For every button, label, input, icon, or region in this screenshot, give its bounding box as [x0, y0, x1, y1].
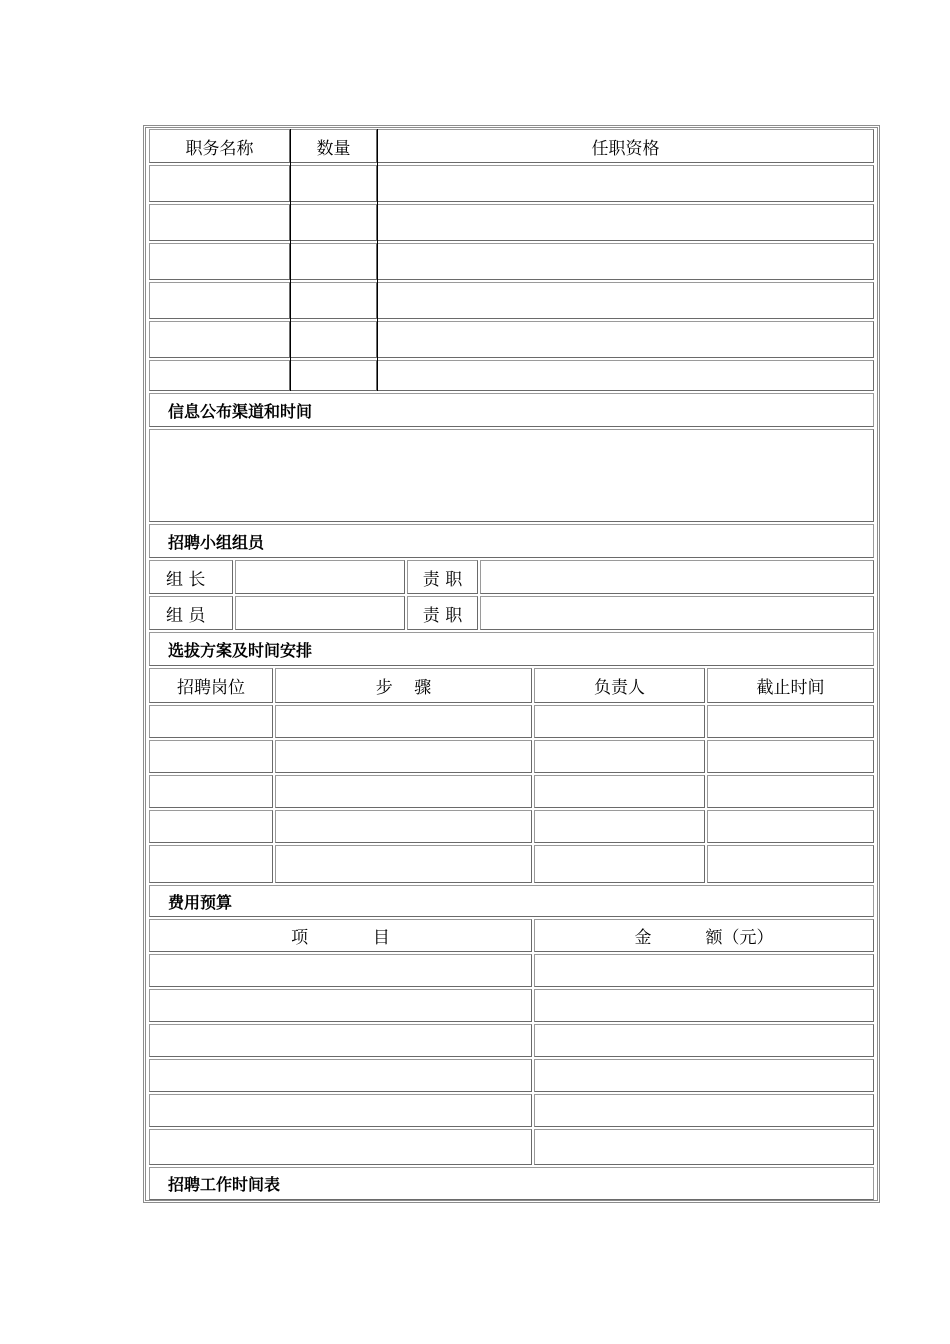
- header-item: 项 目: [149, 919, 532, 952]
- section-title-budget: 费用预算: [149, 885, 874, 917]
- budget-item-cell[interactable]: [149, 954, 532, 987]
- team-duty-cell[interactable]: [480, 596, 874, 630]
- budget-amount-cell[interactable]: [534, 989, 874, 1022]
- budget-amount-cell[interactable]: [534, 1094, 874, 1127]
- header-recruit-post: 招聘岗位: [149, 668, 273, 703]
- table-row: [149, 1129, 874, 1165]
- team-role-label: 组 员: [149, 596, 233, 630]
- budget-item-cell[interactable]: [149, 1059, 532, 1092]
- responsible-cell[interactable]: [534, 810, 705, 843]
- team-name-cell[interactable]: [235, 560, 405, 594]
- position-name-cell[interactable]: [149, 321, 290, 358]
- steps-cell[interactable]: [275, 775, 532, 808]
- steps-cell[interactable]: [275, 845, 532, 883]
- quantity-cell[interactable]: [290, 243, 377, 280]
- deadline-cell[interactable]: [707, 705, 874, 738]
- recruit-post-cell[interactable]: [149, 810, 273, 843]
- quantity-cell[interactable]: [290, 360, 377, 391]
- table-row: [149, 740, 874, 773]
- team-row-leader: [149, 560, 874, 594]
- table-row: [149, 282, 874, 319]
- header-quantity: 数量: [290, 129, 377, 163]
- table-row: [149, 360, 874, 391]
- table-row: [149, 321, 874, 358]
- table-row: [149, 204, 874, 241]
- team-duty-label: 责 职: [407, 560, 478, 594]
- publish-content-cell[interactable]: [149, 429, 874, 522]
- budget-item-cell[interactable]: [149, 1024, 532, 1057]
- table-row: [149, 1059, 874, 1092]
- steps-cell[interactable]: [275, 705, 532, 738]
- team-role-label: 组 长: [149, 560, 233, 594]
- team-row-member: [149, 596, 874, 630]
- budget-amount-cell[interactable]: [534, 1059, 874, 1092]
- table-row: [149, 845, 874, 883]
- section-title-schedule: 招聘工作时间表: [149, 1167, 874, 1200]
- table-row: [149, 243, 874, 280]
- quantity-cell[interactable]: [290, 282, 377, 319]
- position-name-cell[interactable]: [149, 243, 290, 280]
- column-divider: [377, 129, 378, 391]
- recruit-post-cell[interactable]: [149, 740, 273, 773]
- table-row: [149, 775, 874, 808]
- steps-cell[interactable]: [275, 740, 532, 773]
- header-position-name: 职务名称: [149, 129, 290, 163]
- quantity-cell[interactable]: [290, 321, 377, 358]
- qualifications-cell[interactable]: [377, 282, 874, 319]
- qualifications-cell[interactable]: [377, 165, 874, 202]
- table-row: [149, 989, 874, 1022]
- team-duty-cell[interactable]: [480, 560, 874, 594]
- table-row: [149, 810, 874, 843]
- quantity-cell[interactable]: [290, 204, 377, 241]
- quantity-cell[interactable]: [290, 165, 377, 202]
- responsible-cell[interactable]: [534, 845, 705, 883]
- deadline-cell[interactable]: [707, 845, 874, 883]
- budget-item-cell[interactable]: [149, 1129, 532, 1165]
- recruit-post-cell[interactable]: [149, 705, 273, 738]
- budget-item-cell[interactable]: [149, 989, 532, 1022]
- section-title-team: 招聘小组组员: [149, 524, 874, 558]
- budget-amount-cell[interactable]: [534, 1024, 874, 1057]
- budget-header-row: [149, 919, 874, 952]
- selection-header-row: [149, 668, 874, 703]
- deadline-cell[interactable]: [707, 740, 874, 773]
- table-row: [149, 705, 874, 738]
- qualifications-cell[interactable]: [377, 321, 874, 358]
- recruit-post-cell[interactable]: [149, 775, 273, 808]
- publish-content-row: [149, 429, 874, 522]
- budget-amount-cell[interactable]: [534, 954, 874, 987]
- section-title-publish: 信息公布渠道和时间: [149, 393, 874, 427]
- header-steps: 步 骤: [275, 668, 532, 703]
- position-name-cell[interactable]: [149, 282, 290, 319]
- budget-item-cell[interactable]: [149, 1094, 532, 1127]
- header-responsible: 负责人: [534, 668, 705, 703]
- table-row: [149, 1024, 874, 1057]
- header-amount: 金 额（元）: [534, 919, 874, 952]
- recruitment-plan-form: [143, 125, 880, 1203]
- qualifications-cell[interactable]: [377, 204, 874, 241]
- column-divider: [290, 129, 291, 391]
- position-name-cell[interactable]: [149, 165, 290, 202]
- qualifications-cell[interactable]: [377, 360, 874, 391]
- qualifications-cell[interactable]: [377, 243, 874, 280]
- steps-cell[interactable]: [275, 810, 532, 843]
- budget-amount-cell[interactable]: [534, 1129, 874, 1165]
- responsible-cell[interactable]: [534, 740, 705, 773]
- header-deadline: 截止时间: [707, 668, 874, 703]
- table-row: [149, 1094, 874, 1127]
- table-row: [149, 165, 874, 202]
- header-qualifications: 任职资格: [377, 129, 874, 163]
- team-name-cell[interactable]: [235, 596, 405, 630]
- team-duty-label: 责 职: [407, 596, 478, 630]
- position-name-cell[interactable]: [149, 360, 290, 391]
- table-row: [149, 954, 874, 987]
- positions-header-row: [149, 129, 874, 163]
- deadline-cell[interactable]: [707, 775, 874, 808]
- responsible-cell[interactable]: [534, 705, 705, 738]
- section-title-selection: 选拔方案及时间安排: [149, 632, 874, 666]
- deadline-cell[interactable]: [707, 810, 874, 843]
- responsible-cell[interactable]: [534, 775, 705, 808]
- recruit-post-cell[interactable]: [149, 845, 273, 883]
- position-name-cell[interactable]: [149, 204, 290, 241]
